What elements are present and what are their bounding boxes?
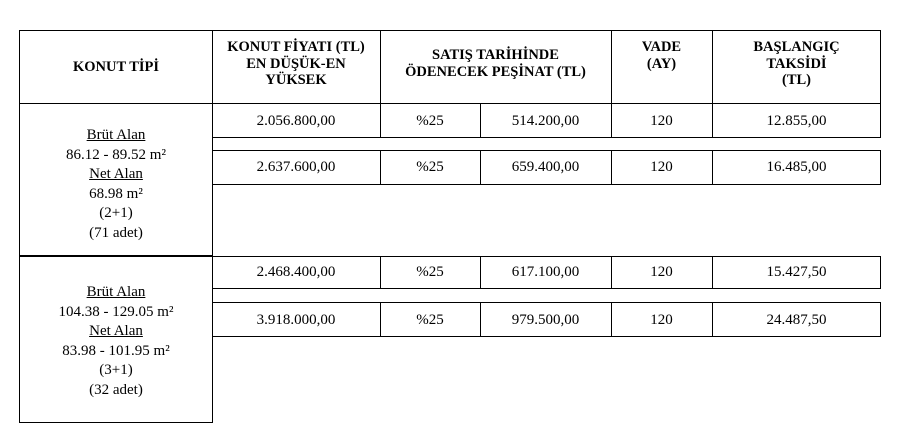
konut-fiyati-value: 2.637.600,00: [256, 159, 336, 175]
konut-fiyati-value: 2.056.800,00: [256, 113, 336, 129]
vade-value: 120: [650, 312, 673, 328]
brut-alan-label: Brüt Alan: [86, 127, 146, 143]
vade-value: 120: [650, 264, 673, 280]
unit-count: (32 adet): [89, 381, 143, 398]
room-count: (3+1): [99, 362, 133, 378]
net-alan-label: Net Alan: [89, 323, 143, 339]
net-alan-label: Net Alan: [89, 166, 143, 182]
taksit-value: 24.487,50: [766, 312, 827, 328]
header-pesinat: SATIŞ TARİHİNDE ÖDENECEK PEŞİNAT (TL): [405, 47, 586, 80]
konut-fiyati-value: 3.918.000,00: [256, 312, 336, 328]
pesinat-orani: %25: [416, 113, 444, 129]
pesinat-value: 617.100,00: [511, 264, 580, 280]
taksit-value: 12.855,00: [766, 113, 827, 129]
brut-alan-label: Brüt Alan: [86, 284, 146, 300]
konut-tipi-details: [19, 283, 213, 400]
taksit-value: 15.427,50: [766, 264, 827, 280]
header-baslangic-taksidi: BAŞLANGIÇ TAKSİDİ (TL): [753, 39, 840, 89]
vade-value: 120: [650, 159, 673, 175]
konut-tipi-details: [19, 126, 213, 243]
pesinat-orani: %25: [416, 264, 444, 280]
vade-value: 120: [650, 113, 673, 129]
pesinat-value: 514.200,00: [511, 113, 580, 129]
net-alan-value: 83.98 - 101.95 m²: [62, 342, 170, 359]
brut-alan-value: 86.12 - 89.52 m²: [66, 146, 166, 163]
taksit-value: 16.485,00: [766, 159, 827, 175]
room-count: (2+1): [99, 205, 133, 221]
net-alan-value: 68.98 m²: [89, 185, 143, 202]
pesinat-orani: %25: [416, 312, 444, 328]
header-konut-fiyati: KONUT FİYATI (TL) EN DÜŞÜK-EN YÜKSEK: [227, 39, 365, 89]
header-konut-tipi: KONUT TİPİ: [72, 59, 160, 75]
pesinat-value: 659.400,00: [511, 159, 580, 175]
pesinat-orani: %25: [416, 159, 444, 175]
header-vade: VADE (AY): [641, 39, 682, 72]
unit-count: (71 adet): [89, 224, 143, 241]
brut-alan-value: 104.38 - 129.05 m²: [58, 303, 174, 320]
konut-fiyati-value: 2.468.400,00: [256, 264, 336, 280]
pesinat-value: 979.500,00: [511, 312, 580, 328]
